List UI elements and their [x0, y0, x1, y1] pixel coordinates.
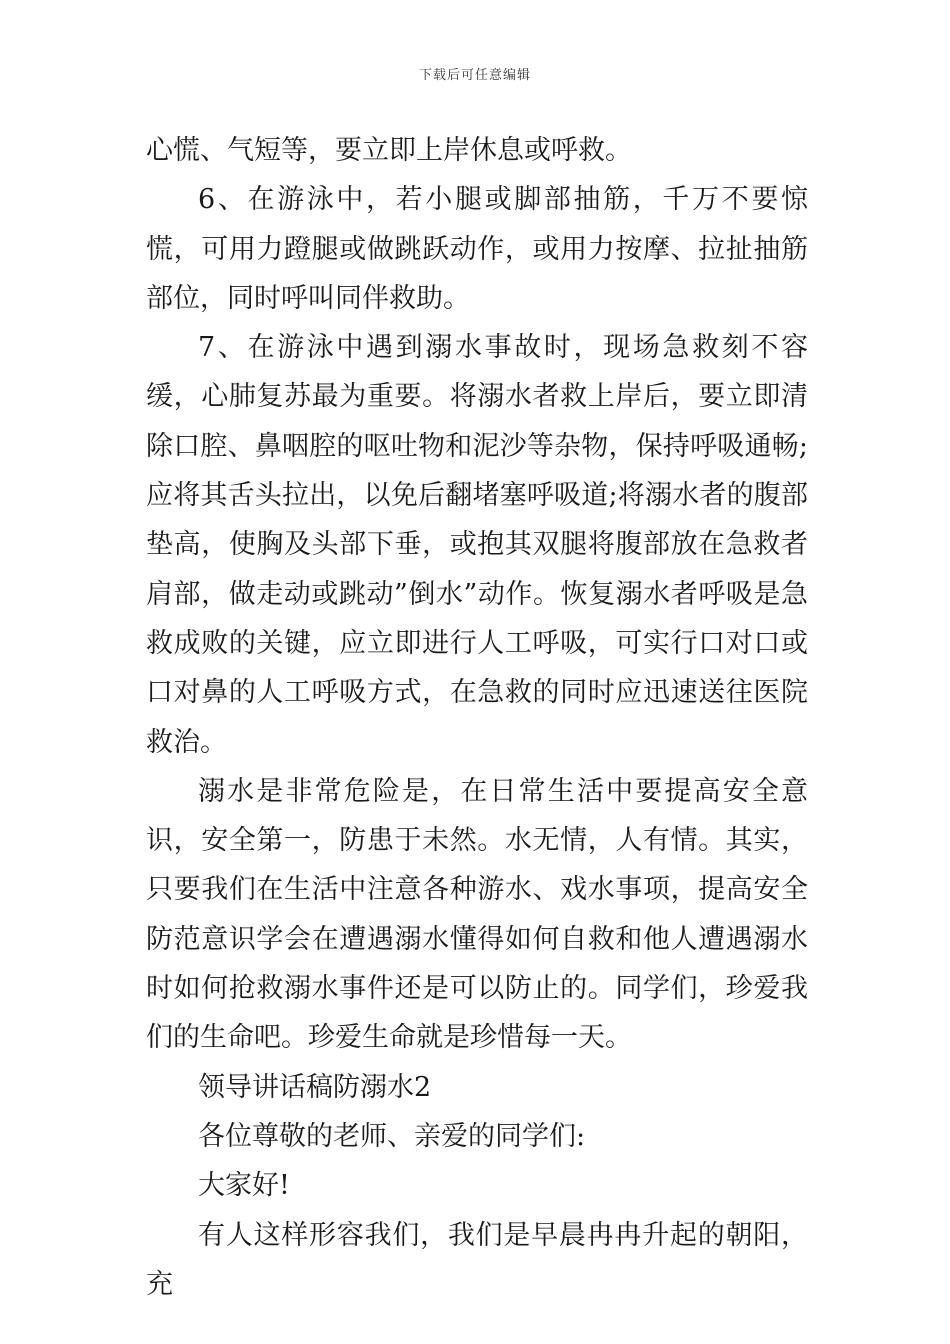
- paragraph-3: 7、在游泳中遇到溺水事故时，现场急救刻不容缓，心肺复苏最为重要。将溺水者救上岸后，要立即清除口腔、鼻咽腔的呕吐物和泥沙等杂物，保持呼吸通畅;应将其舌头拉出，以免后翻堵塞呼吸道;将溺水者的腹部垫高，使胸及头部下垂，或抱其双腿将腹部放在急救者肩部，做走动或跳动”倒水”动作。恢复溺水者呼吸是急救成败的关键，应立即进行人工呼吸，可实行口对口或口对鼻的人工呼吸方式，在急救的同时应迅速送往医院救治。: [146, 332, 808, 758]
- salutation: 各位尊敬的老师、亲爱的同学们:: [198, 1120, 586, 1152]
- document-body: [146, 126, 808, 1309]
- paragraph-1: 心慌、气短等，要立即上岸休息或呼救。: [146, 135, 632, 166]
- greeting: 大家好!: [198, 1170, 290, 1202]
- paragraph-2: 6、在游泳中，若小腿或脚部抽筋，千万不要惊慌，可用力蹬腿或做跳跃动作，或用力按摩、拉扯抽筋部位，同时呼叫同伴救助。: [146, 184, 808, 314]
- paragraph-last: 有人这样形容我们，我们是早晨冉冉升起的朝阳，充: [146, 1219, 808, 1300]
- header-note: 下载后可任意编辑: [418, 68, 531, 83]
- section-title: 领导讲话稿防溺水2: [198, 1071, 432, 1103]
- paragraph-4: 溺水是非常危险是，在日常生活中要提高安全意识，安全第一，防患于未然。水无情，人有情。其实，只要我们在生活中注意各种游水、戏水事项，提高安全防范意识学会在遭遇溺水懂得如何自救和他人遭遇溺水时如何抢救溺水事件还是可以防止的。同学们，珍爱我们的生命吧。珍爱生命就是珍惜每一天。: [146, 775, 808, 1054]
